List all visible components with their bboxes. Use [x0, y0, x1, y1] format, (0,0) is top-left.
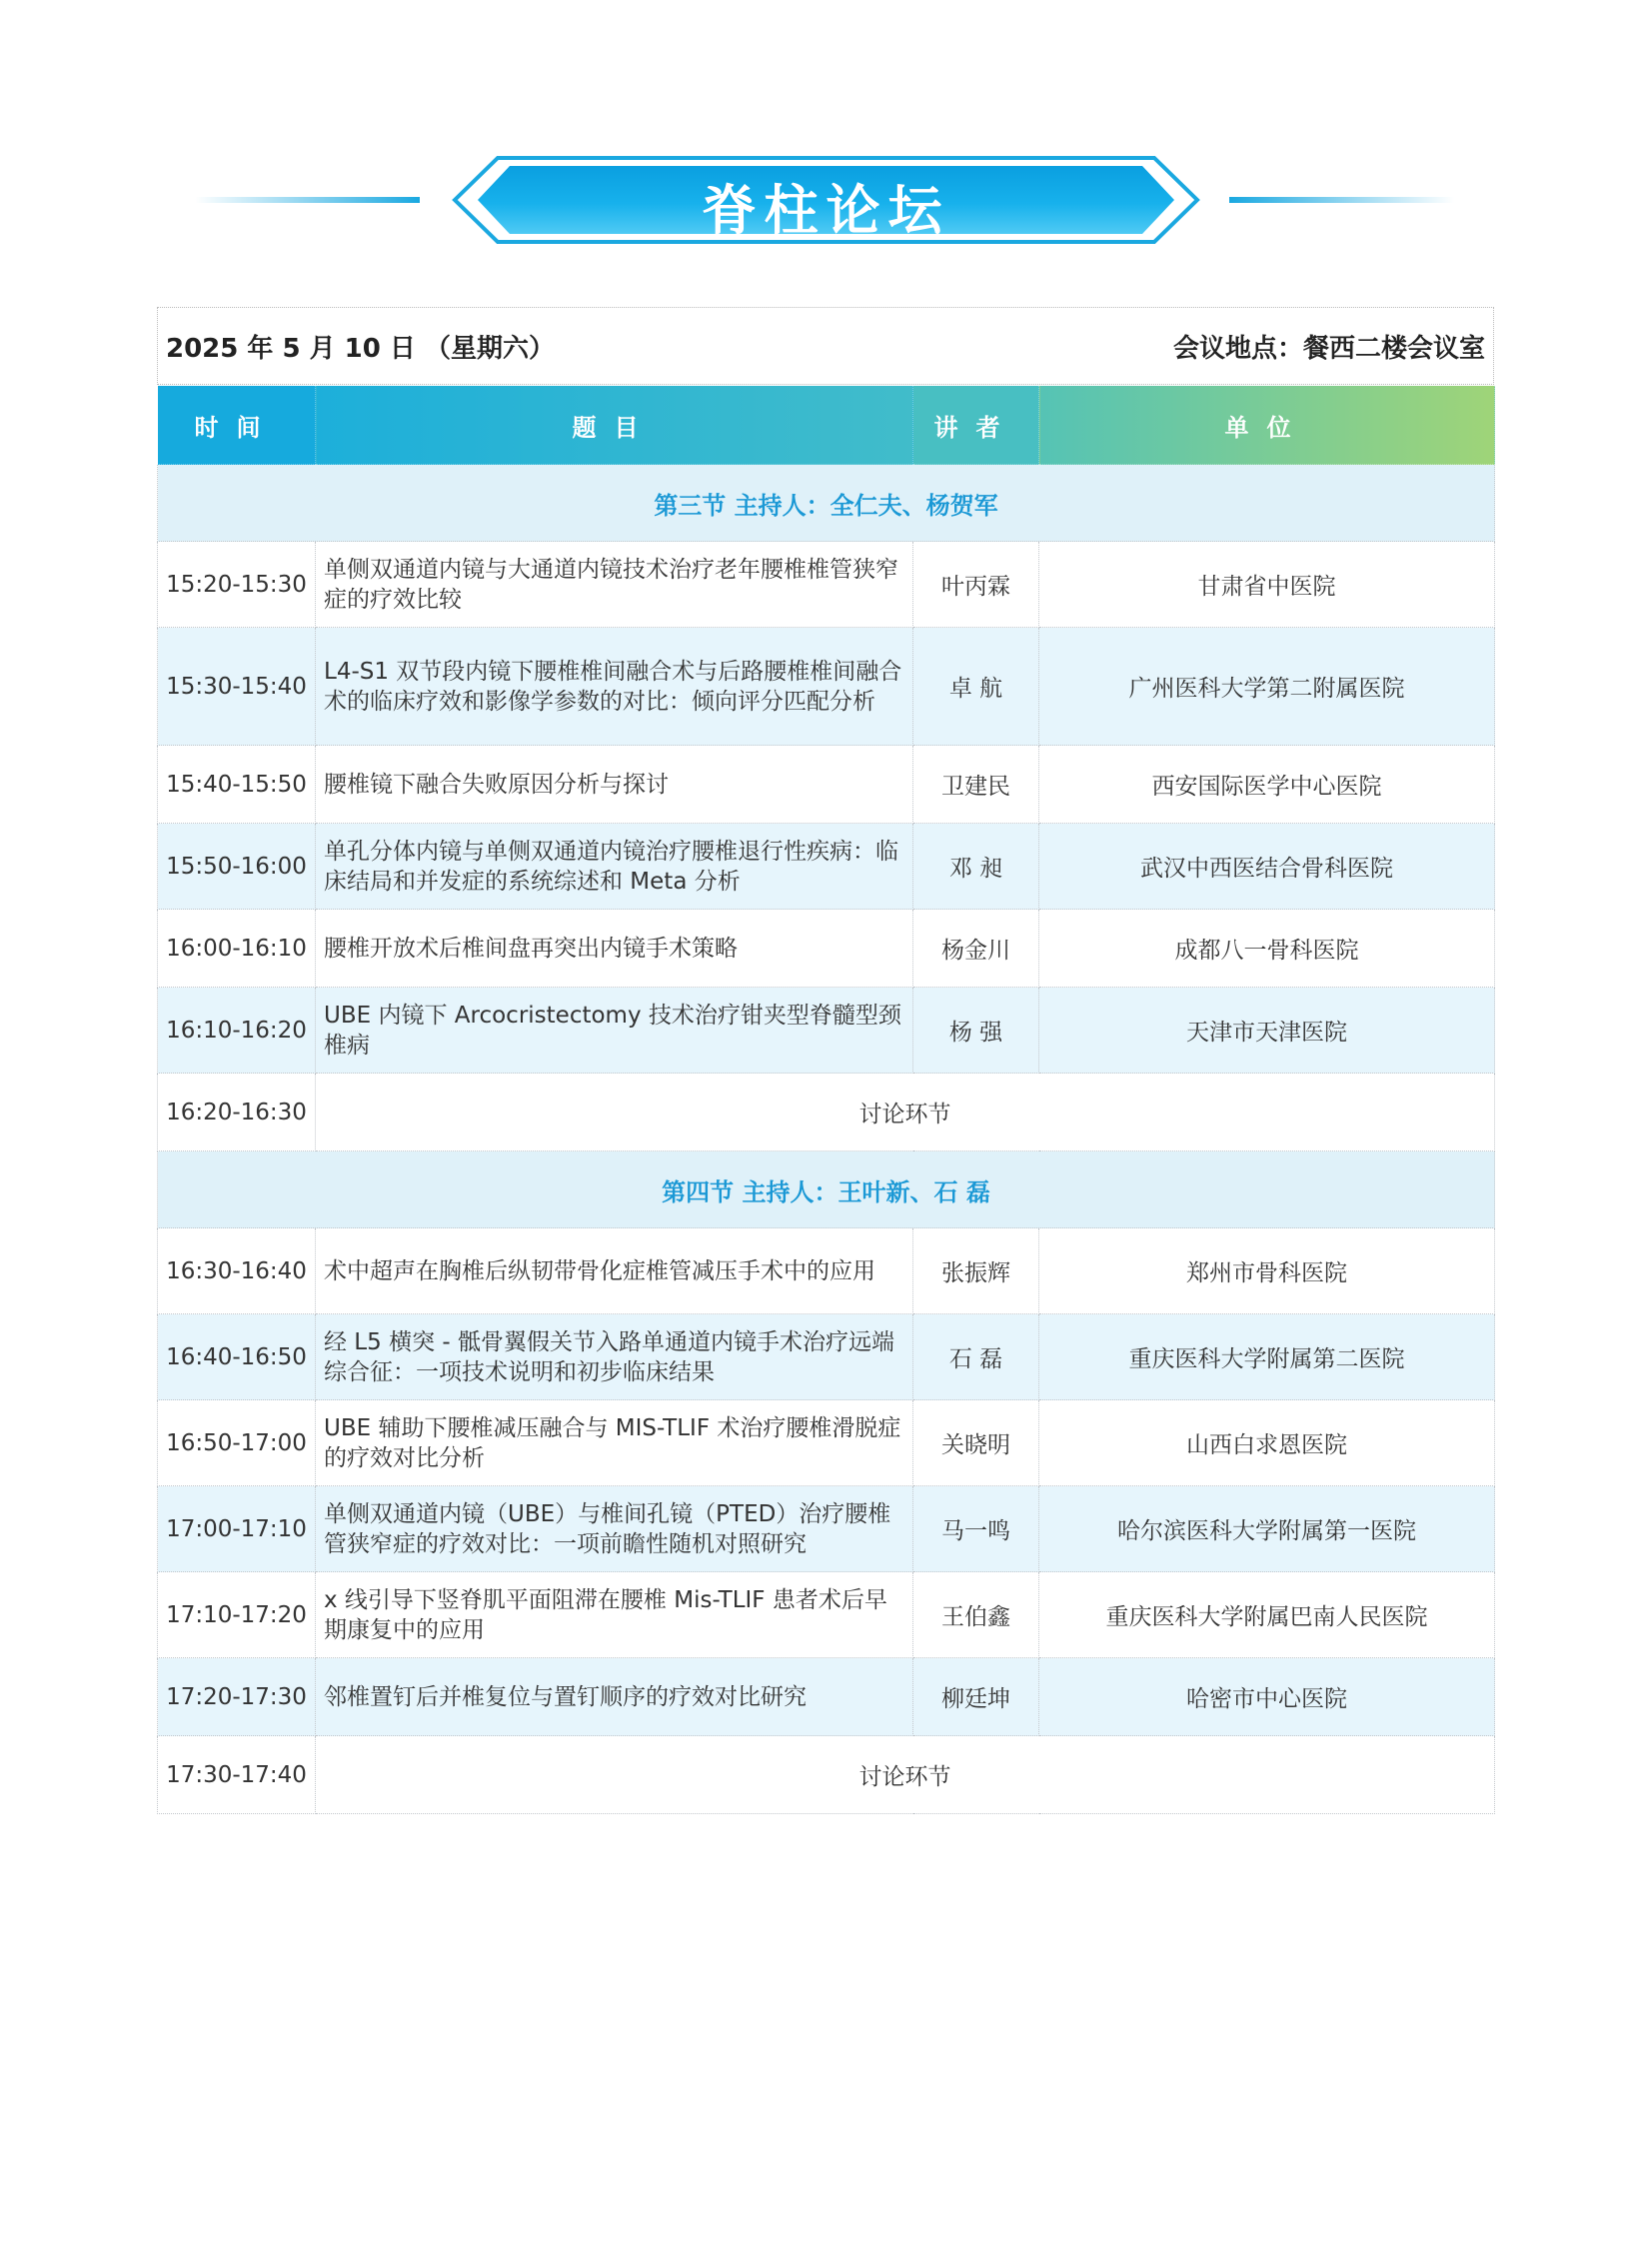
time-cell: 17:10-17:20	[158, 1572, 316, 1658]
unit-cell: 甘肃省中医院	[1039, 542, 1495, 628]
table-header	[158, 386, 1495, 465]
speaker-cell: 杨金川	[913, 910, 1039, 988]
info-row	[157, 307, 1494, 385]
session-date: 2025 年 5 月 10 日 （星期六）	[166, 333, 555, 364]
table-row	[158, 1572, 1495, 1658]
speaker-cell: 张振辉	[913, 1228, 1039, 1314]
time-cell: 16:00-16:10	[158, 910, 316, 988]
header-time: 时间	[158, 386, 316, 465]
title-banner	[0, 150, 1652, 250]
speaker-cell: 石 磊	[913, 1314, 1039, 1400]
topic-cell: 单孔分体内镜与单侧双通道内镜治疗腰椎退行性疾病：临床结局和并发症的系统综述和 Meta 分析	[316, 824, 913, 910]
unit-cell: 重庆医科大学附属第二医院	[1039, 1314, 1495, 1400]
time-cell: 15:20-15:30	[158, 542, 316, 628]
time-cell: 16:30-16:40	[158, 1228, 316, 1314]
topic-cell: UBE 辅助下腰椎减压融合与 MIS-TLIF 术治疗腰椎滑脱症的疗效对比分析	[316, 1400, 913, 1486]
time-cell: 16:50-17:00	[158, 1400, 316, 1486]
speaker-cell: 叶丙霖	[913, 542, 1039, 628]
speaker-cell: 邓 昶	[913, 824, 1039, 910]
speaker-cell: 王伯鑫	[913, 1572, 1039, 1658]
schedule-table	[157, 385, 1495, 1814]
time-cell: 16:40-16:50	[158, 1314, 316, 1400]
header-topic: 题目	[316, 386, 913, 465]
unit-cell: 成都八一骨科医院	[1039, 910, 1495, 988]
topic-cell: x 线引导下竖脊肌平面阻滞在腰椎 Mis-TLIF 患者术后早期康复中的应用	[316, 1572, 913, 1658]
table-row	[158, 628, 1495, 746]
topic-cell: 经 L5 横突 - 骶骨翼假关节入路单通道内镜手术治疗远端综合征：一项技术说明和初步临床结果	[316, 1314, 913, 1400]
unit-cell: 天津市天津医院	[1039, 988, 1495, 1074]
unit-cell: 郑州市骨科医院	[1039, 1228, 1495, 1314]
session-venue: 会议地点：餐西二楼会议室	[1172, 333, 1485, 364]
discussion-row	[158, 1074, 1495, 1151]
discussion-cell: 讨论环节	[316, 1736, 1495, 1814]
discussion-cell: 讨论环节	[316, 1074, 1495, 1151]
header-unit: 单位	[1039, 386, 1495, 465]
topic-cell: 单侧双通道内镜与大通道内镜技术治疗老年腰椎椎管狭窄症的疗效比较	[316, 542, 913, 628]
table-row	[158, 1658, 1495, 1736]
header-speaker: 讲者	[913, 386, 1039, 465]
table-row	[158, 1314, 1495, 1400]
table-row	[158, 1228, 1495, 1314]
schedule-sheet	[157, 307, 1494, 1814]
time-cell: 17:00-17:10	[158, 1486, 316, 1572]
table-row	[158, 910, 1495, 988]
unit-cell: 哈尔滨医科大学附属第一医院	[1039, 1486, 1495, 1572]
time-cell: 17:30-17:40	[158, 1736, 316, 1814]
section-row	[158, 465, 1495, 542]
topic-cell: 腰椎开放术后椎间盘再突出内镜手术策略	[316, 910, 913, 988]
unit-cell: 重庆医科大学附属巴南人民医院	[1039, 1572, 1495, 1658]
table-row	[158, 1400, 1495, 1486]
section-title: 第三节 主持人：全仁夫、杨贺军	[158, 465, 1495, 542]
unit-cell: 山西白求恩医院	[1039, 1400, 1495, 1486]
time-cell: 15:40-15:50	[158, 746, 316, 824]
unit-cell: 武汉中西医结合骨科医院	[1039, 824, 1495, 910]
topic-cell: 腰椎镜下融合失败原因分析与探讨	[316, 746, 913, 824]
table-body	[158, 465, 1495, 1814]
table-row	[158, 746, 1495, 824]
time-cell: 17:20-17:30	[158, 1658, 316, 1736]
discussion-row	[158, 1736, 1495, 1814]
section-title: 第四节 主持人：王叶新、石 磊	[158, 1151, 1495, 1228]
topic-cell: L4-S1 双节段内镜下腰椎椎间融合术与后路腰椎椎间融合术的临床疗效和影像学参数的对比：倾向评分匹配分析	[316, 628, 913, 746]
table-row	[158, 1486, 1495, 1572]
topic-cell: 术中超声在胸椎后纵韧带骨化症椎管减压手术中的应用	[316, 1228, 913, 1314]
speaker-cell: 卓 航	[913, 628, 1039, 746]
unit-cell: 哈密市中心医院	[1039, 1658, 1495, 1736]
time-cell: 15:50-16:00	[158, 824, 316, 910]
speaker-cell: 卫建民	[913, 746, 1039, 824]
banner-title: 脊柱论坛	[702, 179, 950, 242]
speaker-cell: 关晓明	[913, 1400, 1039, 1486]
speaker-cell: 杨 强	[913, 988, 1039, 1074]
speaker-cell: 马一鸣	[913, 1486, 1039, 1572]
time-cell: 16:10-16:20	[158, 988, 316, 1074]
time-cell: 16:20-16:30	[158, 1074, 316, 1151]
topic-cell: 单侧双通道内镜（UBE）与椎间孔镜（PTED）治疗腰椎管狭窄症的疗效对比：一项前瞻性随机对照研究	[316, 1486, 913, 1572]
table-row	[158, 542, 1495, 628]
section-row	[158, 1151, 1495, 1228]
time-cell: 15:30-15:40	[158, 628, 316, 746]
unit-cell: 西安国际医学中心医院	[1039, 746, 1495, 824]
table-row	[158, 988, 1495, 1074]
topic-cell: 邻椎置钉后并椎复位与置钉顺序的疗效对比研究	[316, 1658, 913, 1736]
topic-cell: UBE 内镜下 Arcocristectomy 技术治疗钳夹型脊髓型颈椎病	[316, 988, 913, 1074]
unit-cell: 广州医科大学第二附属医院	[1039, 628, 1495, 746]
speaker-cell: 柳廷坤	[913, 1658, 1039, 1736]
table-row	[158, 824, 1495, 910]
